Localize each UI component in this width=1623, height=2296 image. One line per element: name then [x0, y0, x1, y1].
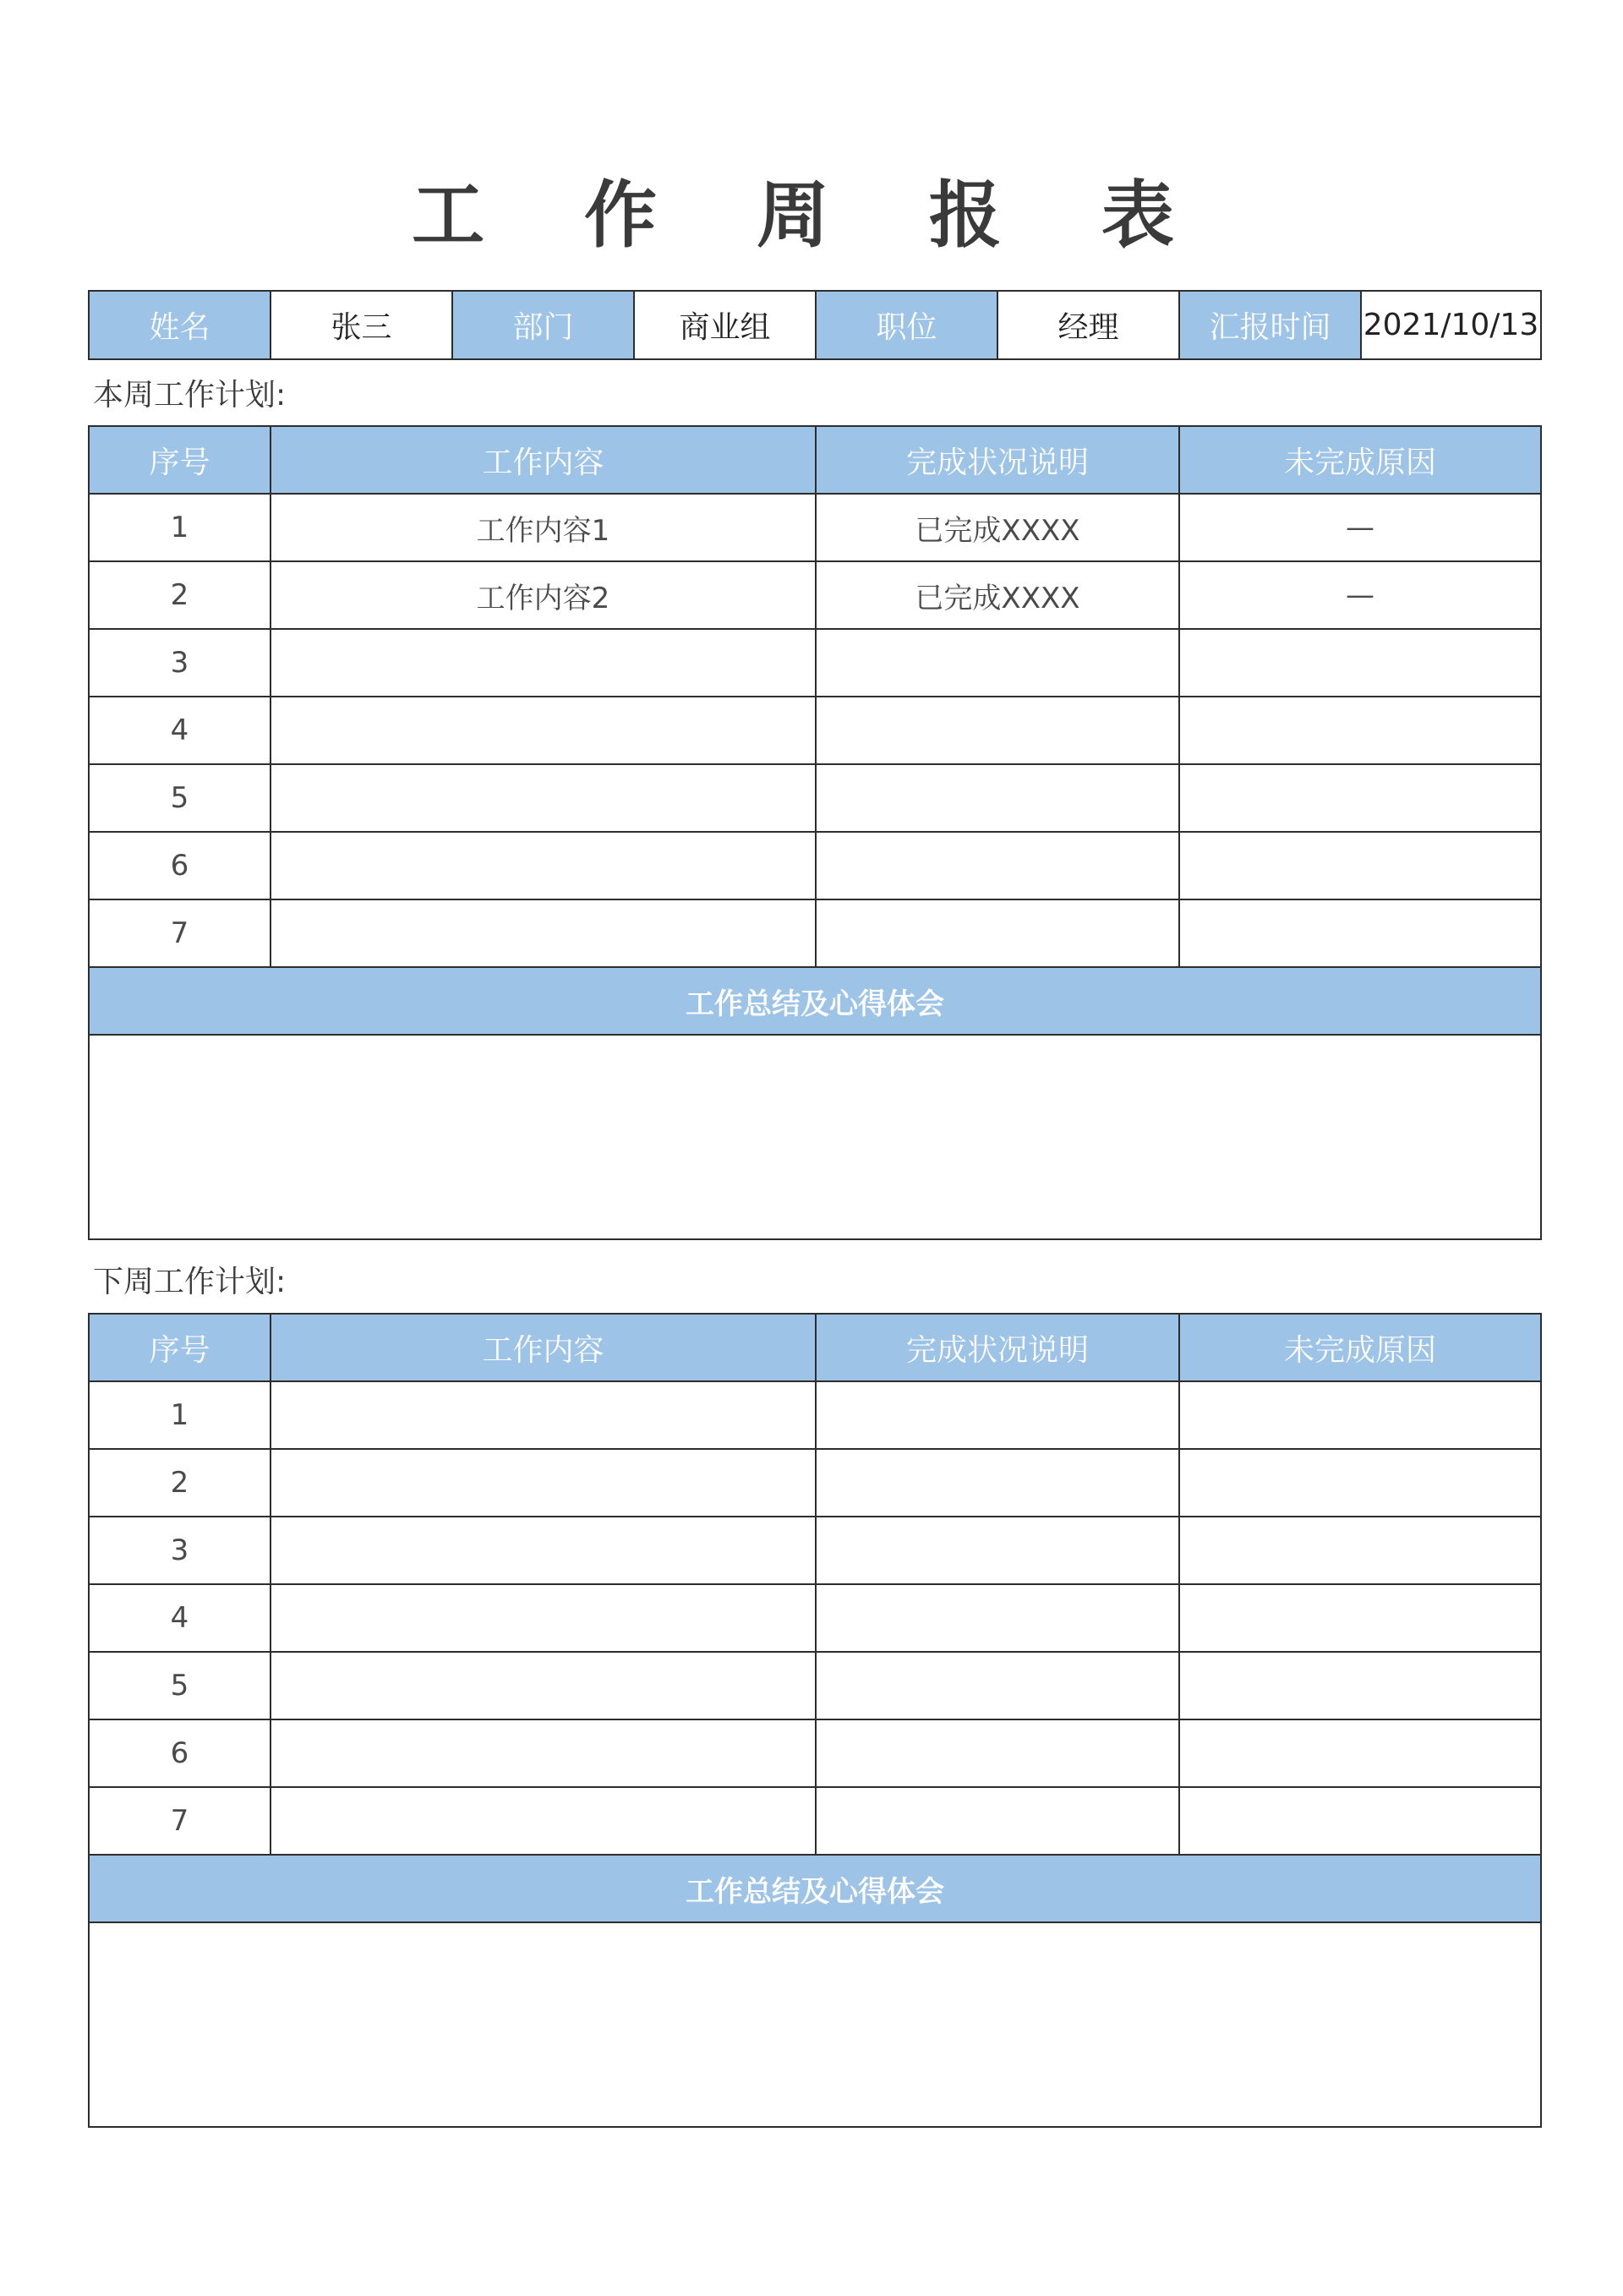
cell-index: 5 [89, 764, 270, 832]
summary-header-row [89, 967, 1541, 1035]
cell-index: 2 [89, 561, 270, 629]
cell-content[interactable] [270, 1652, 816, 1719]
cell-reason[interactable] [1179, 697, 1541, 764]
summary-body-row [89, 1035, 1541, 1239]
cell-content[interactable] [270, 1584, 816, 1652]
table-row [89, 1517, 1541, 1584]
cell-reason[interactable] [1179, 1381, 1541, 1449]
summary-title: 工作总结及心得体会 [89, 1855, 1541, 1922]
cell-status[interactable] [816, 764, 1179, 832]
cell-index: 1 [89, 494, 270, 561]
table-row [89, 764, 1541, 832]
report-time-label: 汇报时间 [1179, 291, 1361, 359]
header-content: 工作内容 [270, 426, 816, 494]
cell-status[interactable] [816, 629, 1179, 697]
next-week-section [88, 1313, 1540, 2128]
table-row [89, 494, 1541, 561]
position-label: 职位 [816, 291, 997, 359]
next-week-label: 下周工作计划: [93, 1265, 287, 1299]
table-row [89, 1652, 1541, 1719]
table-row [89, 629, 1541, 697]
cell-status[interactable] [816, 1517, 1179, 1584]
table-row [89, 1584, 1541, 1652]
cell-status[interactable]: 已完成XXXX [816, 494, 1179, 561]
this-week-label: 本周工作计划: [93, 378, 287, 413]
cell-reason[interactable] [1179, 899, 1541, 967]
header-status: 完成状况说明 [816, 426, 1179, 494]
summary-title: 工作总结及心得体会 [89, 967, 1541, 1035]
cell-content[interactable] [270, 1719, 816, 1787]
page-title: 工 作 周 报 表 [412, 173, 1211, 258]
info-section [88, 290, 1540, 360]
summary-textarea[interactable] [89, 1035, 1541, 1239]
dept-value[interactable]: 商业组 [634, 291, 816, 359]
table-row [89, 832, 1541, 899]
cell-content[interactable] [270, 1517, 816, 1584]
table-header-row [89, 426, 1541, 494]
this-week-table [88, 425, 1542, 1240]
cell-reason[interactable] [1179, 629, 1541, 697]
cell-reason[interactable] [1179, 764, 1541, 832]
cell-reason[interactable] [1179, 1719, 1541, 1787]
cell-index: 7 [89, 899, 270, 967]
table-row [89, 899, 1541, 967]
name-label: 姓名 [89, 291, 270, 359]
position-value[interactable]: 经理 [997, 291, 1179, 359]
table-row [89, 1787, 1541, 1855]
cell-index: 3 [89, 1517, 270, 1584]
cell-index: 6 [89, 1719, 270, 1787]
cell-reason[interactable] [1179, 1652, 1541, 1719]
summary-header-row [89, 1855, 1541, 1922]
cell-content[interactable] [270, 697, 816, 764]
cell-content[interactable] [270, 1449, 816, 1517]
info-row [89, 291, 1541, 359]
cell-reason[interactable]: — [1179, 494, 1541, 561]
cell-index: 1 [89, 1381, 270, 1449]
table-row [89, 1381, 1541, 1449]
cell-status[interactable] [816, 1449, 1179, 1517]
cell-reason[interactable] [1179, 1787, 1541, 1855]
header-status: 完成状况说明 [816, 1314, 1179, 1381]
table-row [89, 697, 1541, 764]
header-reason: 未完成原因 [1179, 426, 1541, 494]
header-index: 序号 [89, 426, 270, 494]
cell-reason[interactable] [1179, 1449, 1541, 1517]
cell-status[interactable] [816, 899, 1179, 967]
table-row [89, 1719, 1541, 1787]
info-table [88, 290, 1542, 360]
table-row [89, 561, 1541, 629]
cell-index: 5 [89, 1652, 270, 1719]
summary-textarea[interactable] [89, 1922, 1541, 2127]
dept-label: 部门 [452, 291, 634, 359]
cell-content[interactable]: 工作内容1 [270, 494, 816, 561]
cell-content[interactable] [270, 1381, 816, 1449]
cell-status[interactable] [816, 697, 1179, 764]
cell-status[interactable] [816, 1652, 1179, 1719]
cell-content[interactable] [270, 764, 816, 832]
cell-content[interactable] [270, 832, 816, 899]
report-time-value[interactable]: 2021/10/13 [1361, 291, 1541, 359]
header-index: 序号 [89, 1314, 270, 1381]
cell-status[interactable] [816, 1719, 1179, 1787]
cell-index: 3 [89, 629, 270, 697]
cell-content[interactable]: 工作内容2 [270, 561, 816, 629]
name-value[interactable]: 张三 [270, 291, 452, 359]
cell-reason[interactable] [1179, 1517, 1541, 1584]
cell-content[interactable] [270, 1787, 816, 1855]
this-week-section [88, 425, 1540, 1240]
cell-index: 4 [89, 1584, 270, 1652]
header-content: 工作内容 [270, 1314, 816, 1381]
cell-status[interactable] [816, 1787, 1179, 1855]
cell-index: 2 [89, 1449, 270, 1517]
cell-reason[interactable]: — [1179, 561, 1541, 629]
cell-reason[interactable] [1179, 832, 1541, 899]
cell-index: 4 [89, 697, 270, 764]
cell-status[interactable] [816, 1381, 1179, 1449]
cell-content[interactable] [270, 629, 816, 697]
cell-content[interactable] [270, 899, 816, 967]
summary-body-row [89, 1922, 1541, 2127]
table-header-row [89, 1314, 1541, 1381]
cell-status[interactable] [816, 832, 1179, 899]
header-reason: 未完成原因 [1179, 1314, 1541, 1381]
table-row [89, 1449, 1541, 1517]
cell-status[interactable]: 已完成XXXX [816, 561, 1179, 629]
cell-status[interactable] [816, 1584, 1179, 1652]
cell-index: 6 [89, 832, 270, 899]
next-week-table [88, 1313, 1542, 2128]
cell-index: 7 [89, 1787, 270, 1855]
cell-reason[interactable] [1179, 1584, 1541, 1652]
